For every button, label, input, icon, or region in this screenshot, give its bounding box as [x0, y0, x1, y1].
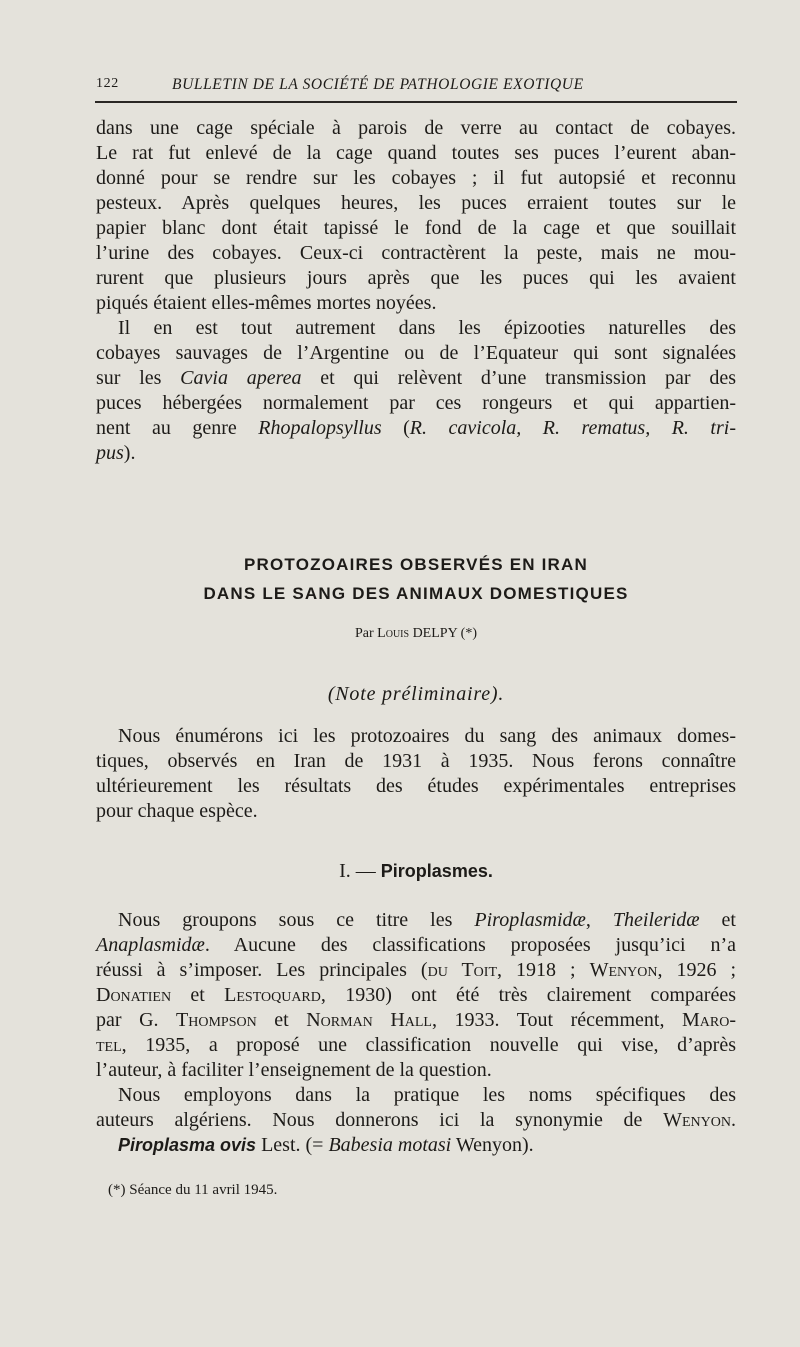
text-line: Le rat fut enlevé de la cage quand toutes ses puces l’eurent aban-: [96, 142, 736, 164]
text-line: réussi à s’imposer. Les principales (du Toit, 1918 ; Wenyon, 1926 ;: [96, 959, 736, 981]
text-line: par G. Thompson et Norman Hall, 1933. Tout récemment, Maro-: [96, 1009, 737, 1031]
preliminary-note: (Note préliminaire).: [327, 683, 505, 705]
text-line: papier blanc dont était tapissé le fond de la cage et que souillait: [96, 217, 736, 239]
genus-name: Rhopalopsyllus: [258, 417, 382, 439]
text-line: pour chaque espèce.: [96, 800, 258, 822]
section-title: Piroplasmes.: [380, 861, 493, 881]
page-number: 122: [96, 76, 119, 91]
species-list: R. cavicola, R. rematus, R. tri-: [409, 417, 736, 439]
text-line: piqués étaient elles-mêmes mortes noyées.: [96, 292, 437, 314]
text-line: rurent que plusieurs jours après que les puces qui les avaient: [96, 267, 736, 289]
text-line: auteurs algériens. Nous donnerons ici la synonymie de Wenyon.: [96, 1109, 736, 1131]
intro-paragraph: [96, 116, 736, 316]
text-line: dans une cage spéciale à parois de verre au contact de cobayes.: [96, 117, 736, 139]
text-line: cobayes sauvages de l’Argentine ou de l’Equateur qui sont signalées: [96, 342, 736, 364]
text-line: puces hébergées normalement par ces rongeurs et qui appartien-: [96, 392, 736, 414]
cobayes-paragraph: [96, 316, 736, 466]
footnote: (*) Séance du 11 avril 1945.: [108, 1182, 278, 1198]
text-line: l’urine des cobayes. Ceux-ci contractèrent la peste, mais ne mou-: [96, 242, 736, 264]
synonymy-paragraph: [96, 1083, 736, 1158]
text-line: nent au genre Rhopalopsyllus (R. cavicola, R. rematus, R. tri-: [96, 417, 736, 439]
text-line: tiques, observés en Iran de 1931 à 1935. Nous ferons connaître: [96, 750, 736, 772]
article-title-line-1: PROTOZOAIRES OBSERVÉS EN IRAN: [243, 555, 588, 574]
text-line: pesteux. Après quelques heures, les puces erraient toutes sur le: [96, 192, 736, 214]
species-heading: Piroplasma ovis: [118, 1135, 257, 1155]
text-line: sur les Cavia aperea et qui relèvent d’une transmission par des: [96, 367, 736, 389]
text-line: Nous employons dans la pratique les noms spécifiques des: [118, 1084, 736, 1106]
section-number: I. —: [339, 860, 376, 882]
author-byline: Par Louis DELPY (*): [355, 626, 477, 641]
intro-body-paragraph: [96, 724, 736, 824]
text-line: donné pour se rendre sur les cobayes ; il fut autopsié et reconnu: [96, 167, 736, 189]
article-title-line-2: DANS LE SANG DES ANIMAUX DOMESTIQUES: [203, 584, 629, 603]
section-heading: [96, 860, 736, 883]
text-line: Anaplasmidæ. Aucune des classifications proposées jusqu’ici n’a: [96, 934, 736, 956]
text-line: Donatien et Lestoquard, 1930) ont été très clairement comparées: [96, 984, 736, 1006]
classification-paragraph: [96, 908, 736, 1083]
text-line: l’auteur, à faciliter l’enseignement de la question.: [96, 1059, 492, 1081]
text-line: ultérieurement les résultats des études expérimentales entreprises: [96, 775, 736, 797]
journal-title: BULLETIN DE LA SOCIÉTÉ DE PATHOLOGIE EXOTIQUE: [172, 76, 584, 93]
header-rule: [95, 101, 737, 103]
text-line: pus).: [96, 442, 136, 464]
text-line: Nous groupons sous ce titre les Piroplasmidæ, Theileridæ et: [118, 909, 736, 931]
text-line: tel, 1935, a proposé une classification nouvelle qui vise, d’après: [96, 1034, 736, 1056]
species-entry: Piroplasma ovis Lest. (= Babesia motasi Wenyon).: [118, 1134, 534, 1156]
species-name: Cavia aperea: [180, 367, 302, 389]
text-line: Nous énumérons ici les protozoaires du sang des animaux domes-: [118, 725, 736, 747]
text-line: Il en est tout autrement dans les épizooties naturelles des: [118, 317, 736, 339]
